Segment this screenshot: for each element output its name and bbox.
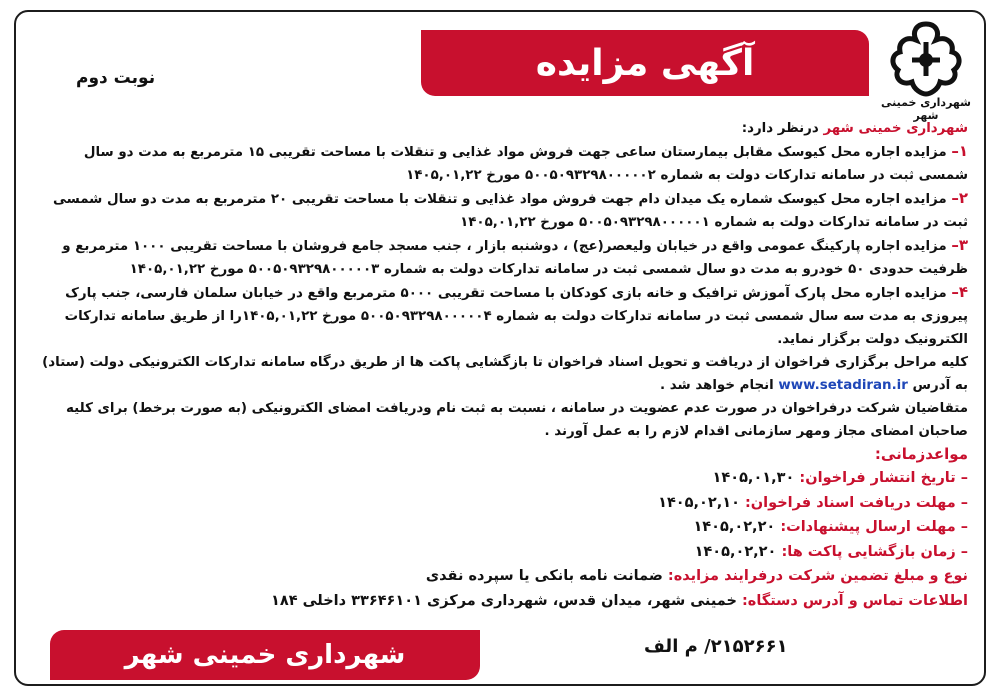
auction-item: ۲– مزایده اجاره محل کیوسک شماره یک میدان دام جهت فروش مواد غذایی و تنقلات با مساحت تقریبی ۲۰ مترمربع به مدت دو سال شمسی ثبت در سامانه تدارکات دولت به شماره ۵۰۰۵۰۹۳۲۹۸۰۰۰۰۰۱ مورخ ۱۴۰۵,۰۱,۲۲ bbox=[53, 189, 968, 230]
contact-label: اطلاعات تماس و آدرس دستگاه: bbox=[741, 592, 968, 609]
ad-frame bbox=[14, 10, 986, 686]
intro-line bbox=[34, 117, 968, 140]
item-number: ۴ bbox=[958, 283, 968, 301]
item-text: مزایده اجاره پارکینگ عمومی واقع در خیابان ولیعصر(عج) ، دوشنبه بازار ، جنب مسجد جامع فروشان با مساحت تقریبی ۱۰۰۰ مترمربع و ظرفیت حدودی ۵۰ خودرو به مدت دو سال شمسی ثبت در سامانه تدارکات دولت به شماره ۵۰۰۵۰۹۳۲۹۸۰۰۰۰۰۳ مورخ ۱۴۰۵,۰۱,۲۲ bbox=[62, 239, 968, 277]
guarantee-value: ضمانت نامه بانکی یا سپرده نقدی bbox=[425, 568, 668, 584]
municipality-logo bbox=[878, 20, 974, 124]
contact-row bbox=[34, 589, 968, 614]
ad-title: آگهی مزایده bbox=[421, 30, 869, 96]
item-number: ۳ bbox=[958, 236, 968, 254]
website-link[interactable]: www.setadiran.ir bbox=[778, 378, 908, 393]
deadline-label: – مهلت ارسال پیشنهادات: bbox=[780, 519, 968, 535]
deadline-label: – مهلت دریافت اسناد فراخوان: bbox=[745, 494, 968, 511]
auction-item: ۴– مزایده اجاره محل پارک آموزش ترافیک و خانه بازی کودکان با مساحت تقریبی ۵۰۰۰ مترمربع واقع در خیابان سلمان فارسی، جنب پارک پیروزی به مدت سه سال شمسی ثبت در سامانه تدارکات دولت به شماره ۵۰۰۵۰۹۳۲۹۸۰۰۰۰۰۴ مورخ ۱۴۰۵,۰۱,۲۲را از طریق سامانه تدارکات الکترونیک دولت برگزار نماید. bbox=[64, 283, 968, 347]
deadline-value: ۱۴۰۵,۰۱,۳۰ bbox=[712, 470, 800, 486]
process-end: انجام خواهد شد . bbox=[660, 378, 779, 393]
intro-text: درنظر دارد: bbox=[741, 121, 824, 136]
applicants-paragraph: متقاضیان شرکت درفراخوان در صورت عدم عضویت در سامانه ، نسبت به ثبت نام ودریافت امضای الکترونیکی (به صورت برخط) برای کلیه صاحبان امضای مجاز ومهر سازمانی اقدام لازم را به عمل آورند . bbox=[66, 401, 968, 439]
intro-org-name: شهرداری خمینی شهر bbox=[823, 121, 968, 136]
auction-item: ۱– مزایده اجاره محل کیوسک مقابل بیمارستان ساعی جهت فروش مواد غذایی و تنقلات با مساحت تقریبی ۱۵ مترمربع به مدت دو سال شمسی ثبت در سامانه تدارکات دولت به شماره ۵۰۰۵۰۹۳۲۹۸۰۰۰۰۰۲ مورخ ۱۴۰۵,۰۱,۲۲ bbox=[83, 142, 968, 183]
deadline-row bbox=[34, 491, 968, 516]
contact-value: خمینی شهر، میدان قدس، شهرداری مرکزی ۳۳۶۴۶۱۰۱ داخلی ۱۸۴ bbox=[271, 592, 742, 609]
round-label: نوبت دوم bbox=[76, 68, 156, 88]
deadline-value: ۱۴۰۵,۰۲,۲۰ bbox=[694, 543, 782, 560]
ad-code: ۲۱۵۲۶۶۱/ م الف bbox=[644, 636, 788, 657]
deadline-label: – زمان بازگشایی پاکت ها: bbox=[781, 543, 968, 560]
deadlines-title: مواعدزمانی: bbox=[874, 445, 968, 463]
item-number: ۱ bbox=[958, 142, 968, 160]
item-text: مزایده اجاره محل کیوسک شماره یک میدان دام جهت فروش مواد غذایی و تنقلات با مساحت تقریبی ۲۰ مترمربع به مدت دو سال شمسی ثبت در سامانه تدارکات دولت به شماره ۵۰۰۵۰۹۳۲۹۸۰۰۰۰۰۱ مورخ ۱۴۰۵,۰۱,۲۲ bbox=[53, 192, 968, 230]
deadline-value: ۱۴۰۵,۰۲,۱۰ bbox=[658, 494, 745, 511]
logo-caption: شهرداری خمینی شهر bbox=[881, 96, 971, 122]
guarantee-label: نوع و مبلغ تضمین شرکت درفرایند مزایده: bbox=[667, 568, 968, 584]
auction-item: ۳– مزایده اجاره پارکینگ عمومی واقع در خیابان ولیعصر(عج) ، دوشنبه بازار ، جنب مسجد جامع فروشان با مساحت تقریبی ۱۰۰۰ مترمربع و ظرفیت حدودی ۵۰ خودرو به مدت دو سال شمسی ثبت در سامانه تدارکات دولت به شماره ۵۰۰۵۰۹۳۲۹۸۰۰۰۰۰۳ مورخ ۱۴۰۵,۰۱,۲۲ bbox=[62, 236, 968, 277]
ad-body bbox=[34, 117, 968, 613]
item-number: ۲ bbox=[958, 189, 968, 207]
deadline-row bbox=[34, 466, 968, 491]
deadline-row bbox=[34, 515, 968, 540]
khomeini-shahr-emblem-icon bbox=[886, 20, 966, 98]
process-paragraph bbox=[34, 351, 968, 397]
item-text: مزایده اجاره محل کیوسک مقابل بیمارستان ساعی جهت فروش مواد غذایی و تنقلات با مساحت تقریبی ۱۵ مترمربع به مدت دو سال شمسی ثبت در سامانه تدارکات دولت به شماره ۵۰۰۵۰۹۳۲۹۸۰۰۰۰۰۲ مورخ ۱۴۰۵,۰۱,۲۲ bbox=[83, 145, 968, 183]
process-text: کلیه مراحل برگزاری فراخوان از دریافت و تحویل اسناد فراخوان تا بازگشایی پاکت ها از طریق درگاه سامانه تدارکات الکترونیکی دولت (ستاد) به آدرس bbox=[42, 355, 968, 393]
footer-org-banner: شهرداری خمینی شهر bbox=[50, 630, 480, 680]
deadline-row bbox=[34, 540, 968, 565]
deadline-label: – تاریخ انتشار فراخوان: bbox=[799, 470, 968, 486]
deadline-value: ۱۴۰۵,۰۲,۲۰ bbox=[693, 519, 781, 535]
deadlines-list bbox=[34, 466, 968, 613]
item-text: مزایده اجاره محل پارک آموزش ترافیک و خانه بازی کودکان با مساحت تقریبی ۵۰۰۰ مترمربع واقع در خیابان سلمان فارسی، جنب پارک پیروزی به مدت سه سال شمسی ثبت در سامانه تدارکات دولت به شماره ۵۰۰۵۰۹۳۲۹۸۰۰۰۰۰۴ مورخ ۱۴۰۵,۰۱,۲۲را از طریق سامانه تدارکات الکترونیک دولت برگزار نماید. bbox=[64, 286, 968, 347]
guarantee-row bbox=[34, 564, 968, 589]
